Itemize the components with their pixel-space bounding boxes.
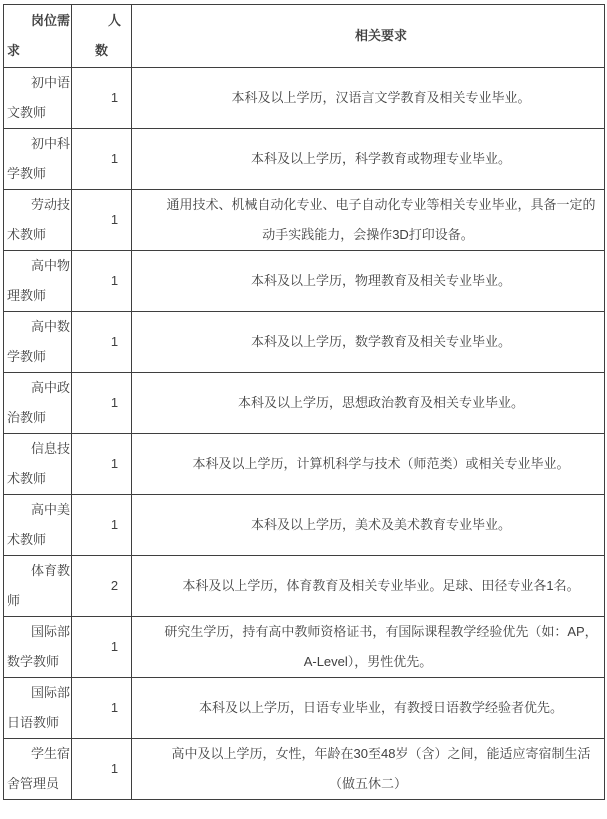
requirement-cell: 高中及以上学历，女性，年龄在30至48岁（含）之间，能适应寄宿制生活（做五休二） — [132, 739, 605, 800]
count-cell: 1 — [72, 251, 132, 312]
count-cell: 1 — [72, 617, 132, 678]
count-cell: 1 — [72, 373, 132, 434]
count-cell: 1 — [72, 739, 132, 800]
requirement-cell: 本科及以上学历，体育教育及相关专业毕业。足球、田径专业各1名。 — [132, 556, 605, 617]
table-row — [4, 373, 605, 434]
table-row — [4, 68, 605, 129]
requirement-cell: 本科及以上学历，汉语言文学教育及相关专业毕业。 — [132, 68, 605, 129]
table-row — [4, 678, 605, 739]
table-row — [4, 434, 605, 495]
requirement-cell: 通用技术、机械自动化专业、电子自动化专业等相关专业毕业，具备一定的动手实践能力，会操作3D打印设备。 — [132, 190, 605, 251]
count-cell: 1 — [72, 678, 132, 739]
table-row — [4, 556, 605, 617]
table-row — [4, 312, 605, 373]
table-row — [4, 739, 605, 800]
count-cell: 1 — [72, 68, 132, 129]
position-cell: 高中美术教师 — [4, 495, 72, 556]
table-header-row — [4, 5, 605, 68]
column-header-position: 岗位需求 — [4, 5, 72, 68]
job-table-page — [0, 4, 607, 819]
count-cell: 1 — [72, 434, 132, 495]
position-cell: 国际部数学教师 — [4, 617, 72, 678]
job-requirements-table — [3, 4, 605, 800]
requirement-cell: 本科及以上学历，美术及美术教育专业毕业。 — [132, 495, 605, 556]
table-row — [4, 617, 605, 678]
position-cell: 初中语文教师 — [4, 68, 72, 129]
count-cell: 1 — [72, 495, 132, 556]
table-header — [4, 5, 605, 68]
count-cell: 2 — [72, 556, 132, 617]
column-header-count: 人数 — [72, 5, 132, 68]
position-cell: 初中科学教师 — [4, 129, 72, 190]
requirement-cell: 本科及以上学历，科学教育或物理专业毕业。 — [132, 129, 605, 190]
position-cell: 高中政治教师 — [4, 373, 72, 434]
requirement-cell: 本科及以上学历，思想政治教育及相关专业毕业。 — [132, 373, 605, 434]
requirement-cell: 本科及以上学历，物理教育及相关专业毕业。 — [132, 251, 605, 312]
count-cell: 1 — [72, 312, 132, 373]
table-row — [4, 495, 605, 556]
requirement-cell: 研究生学历，持有高中教师资格证书，有国际课程教学经验优先（如：AP，A-Level），男性优先。 — [132, 617, 605, 678]
position-cell: 高中数学教师 — [4, 312, 72, 373]
position-cell: 劳动技术教师 — [4, 190, 72, 251]
position-cell: 学生宿舍管理员 — [4, 739, 72, 800]
requirement-cell: 本科及以上学历，日语专业毕业，有教授日语教学经验者优先。 — [132, 678, 605, 739]
table-body — [4, 68, 605, 800]
position-cell: 高中物理教师 — [4, 251, 72, 312]
table-row — [4, 190, 605, 251]
requirement-cell: 本科及以上学历，计算机科学与技术（师范类）或相关专业毕业。 — [132, 434, 605, 495]
requirement-cell: 本科及以上学历，数学教育及相关专业毕业。 — [132, 312, 605, 373]
count-cell: 1 — [72, 129, 132, 190]
position-cell: 信息技术教师 — [4, 434, 72, 495]
column-header-requirement: 相关要求 — [132, 5, 605, 68]
table-row — [4, 129, 605, 190]
position-cell: 体育教师 — [4, 556, 72, 617]
count-cell: 1 — [72, 190, 132, 251]
position-cell: 国际部日语教师 — [4, 678, 72, 739]
table-row — [4, 251, 605, 312]
